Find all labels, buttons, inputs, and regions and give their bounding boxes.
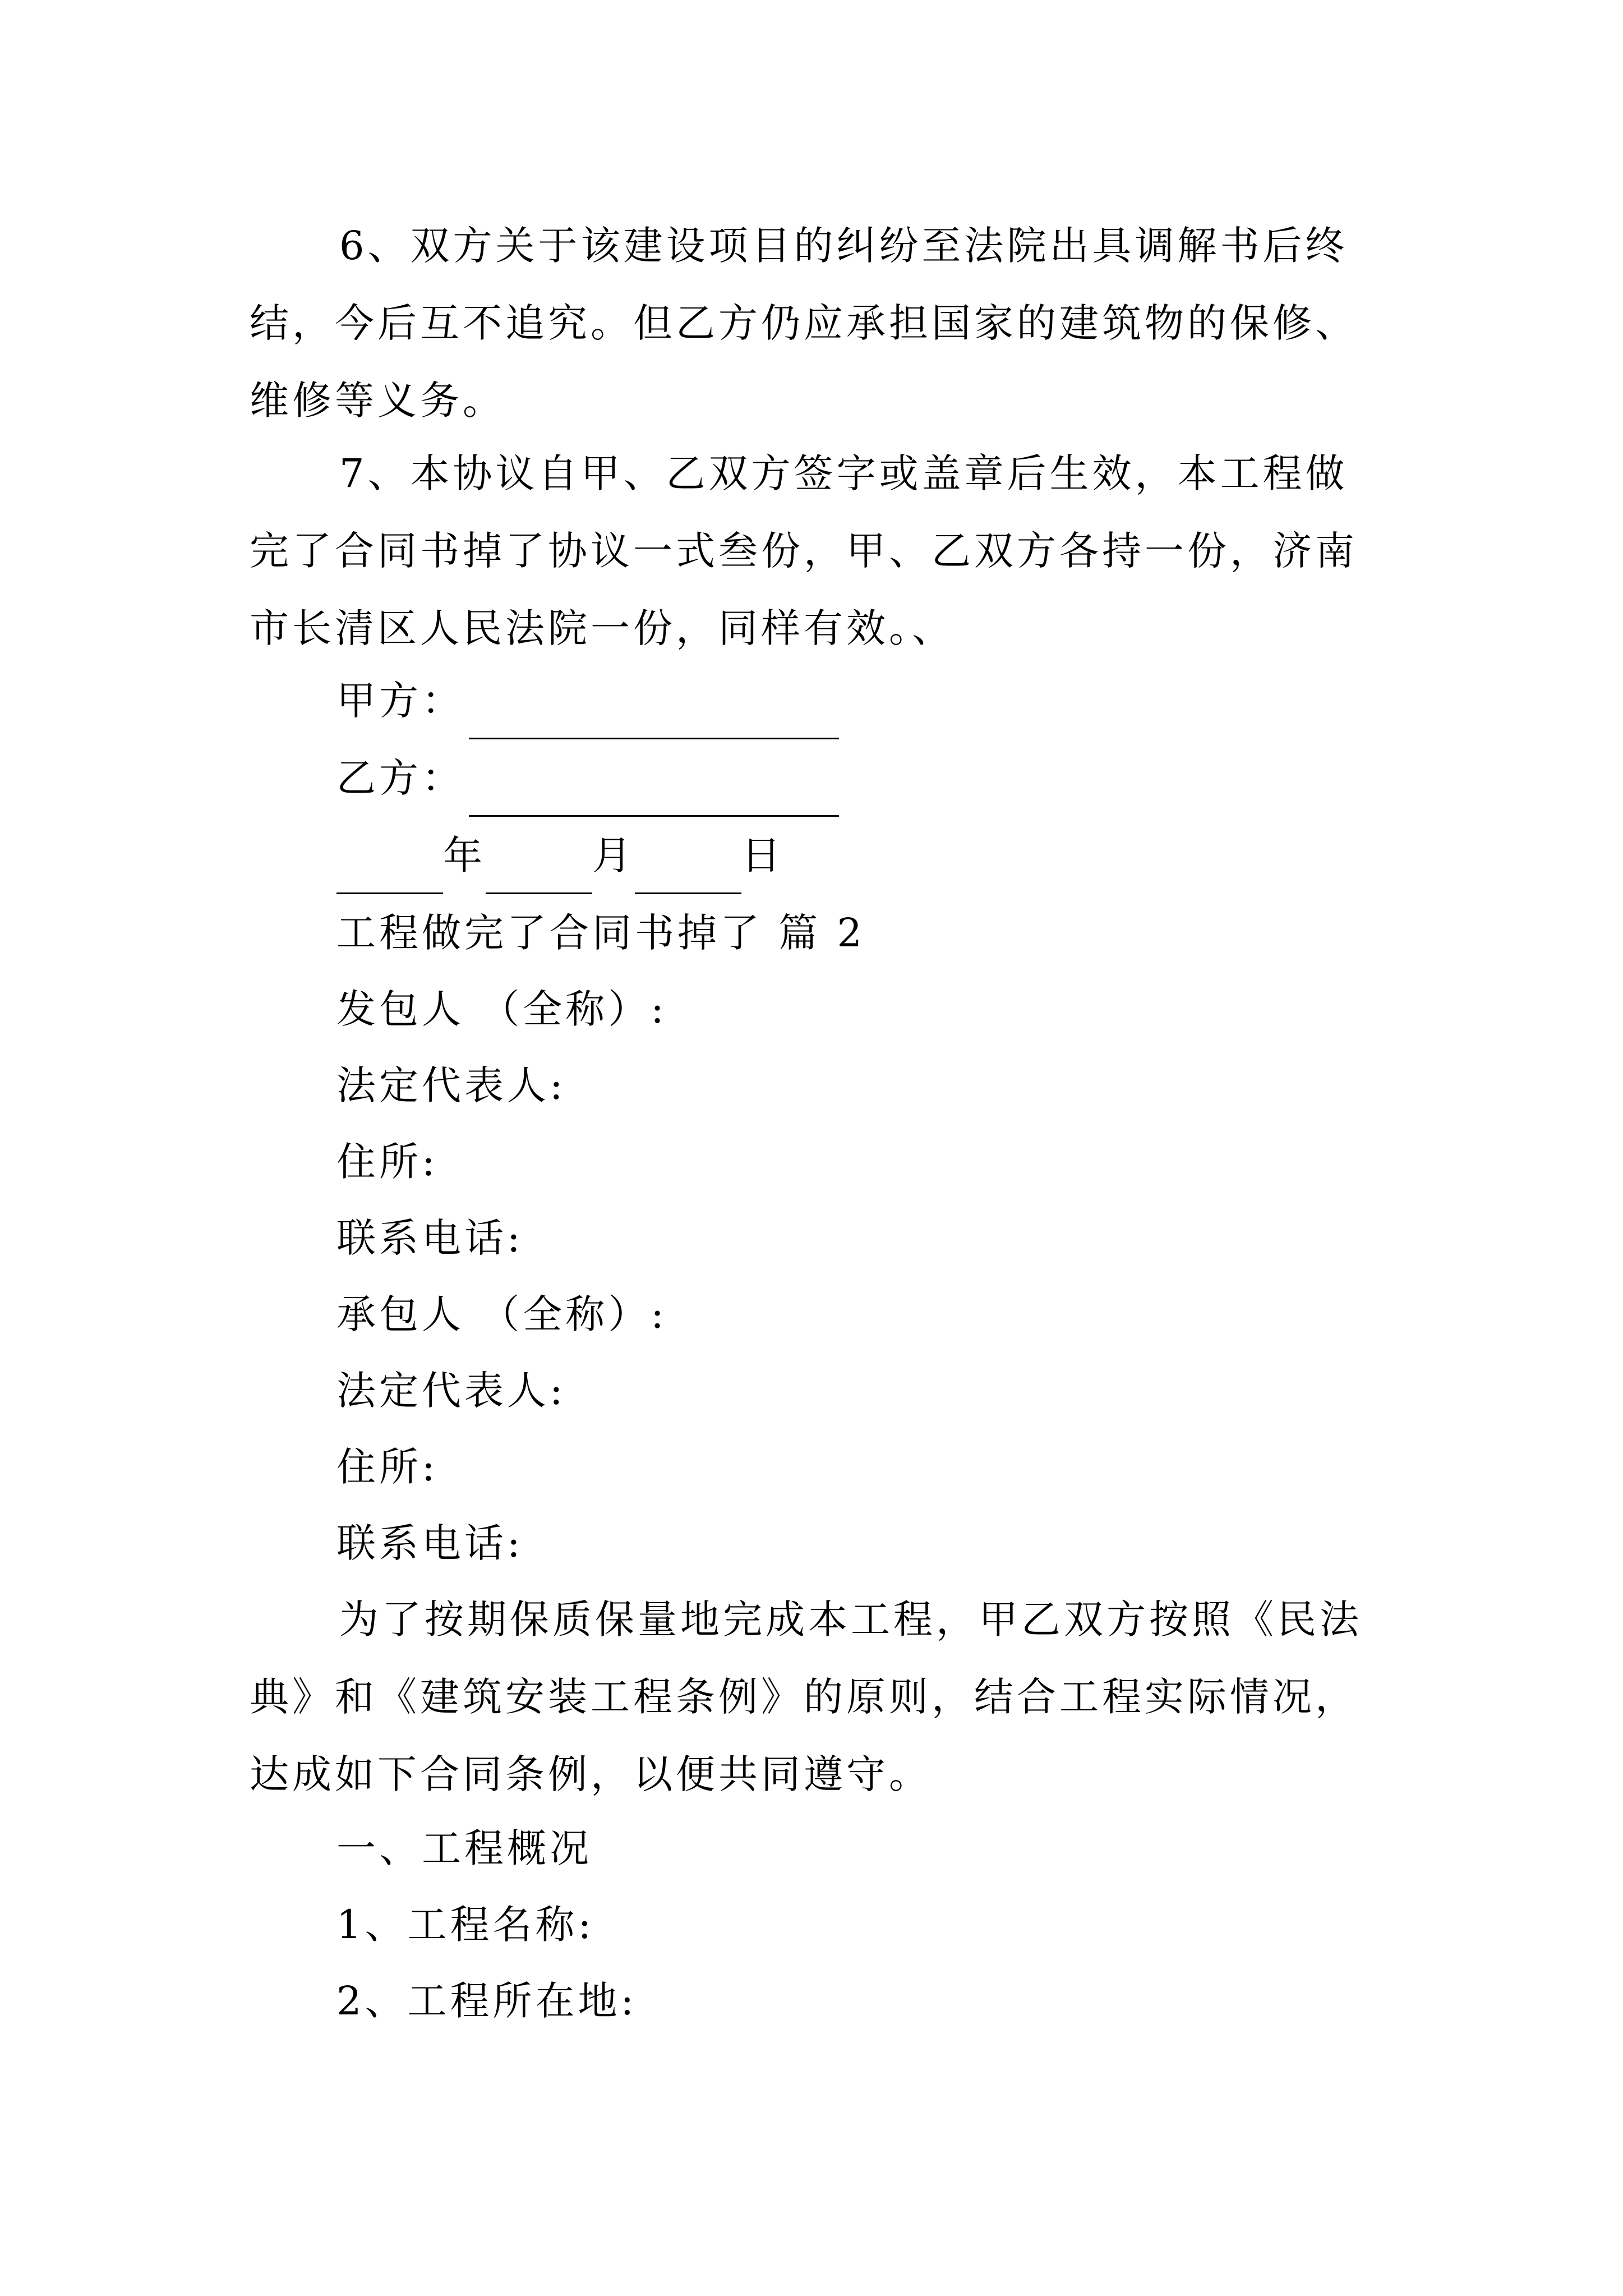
section-2-title: 工程做完了合同书掉了 篇 2 [336, 910, 866, 956]
party-a-signature-row [336, 662, 839, 739]
issuer-address-label: 住所: [336, 1139, 439, 1185]
section-one-heading: 一、工程概况 [336, 1825, 592, 1871]
party-b-signature-line [469, 770, 839, 817]
year-blank [336, 848, 443, 894]
month-label: 月 [592, 832, 635, 878]
party-a-label: 甲方： [336, 678, 464, 724]
day-blank [635, 848, 741, 894]
clause-6: 6、双方关于该建设项目的纠纷至法院出具调解书后终结，今后互不追究。但乙方仍应承担国家的建筑物的保修、维修等义务。 [250, 223, 1358, 424]
party-a-signature-line [469, 693, 839, 739]
contractor-rep-label: 法定代表人: [336, 1368, 566, 1414]
party-b-label: 乙方： [336, 755, 464, 801]
year-label: 年 [443, 832, 486, 878]
issuer-rep-label: 法定代表人: [336, 1062, 566, 1108]
day-label: 日 [741, 832, 784, 878]
item-2-project-location: 2、工程所在地: [336, 1978, 638, 2024]
contractor-address-label: 住所: [336, 1444, 439, 1490]
party-b-signature-row [336, 739, 839, 817]
issuer-label: 发包人 （全称）: [336, 986, 667, 1032]
contractor-label: 承包人 （全称）: [336, 1291, 667, 1337]
date-row [336, 817, 784, 894]
contractor-phone-label: 联系电话: [336, 1520, 524, 1566]
clause-7: 7、本协议自甲、乙双方签字或盖章后生效，本工程做完了合同书掉了协议一式叁份，甲、乙双方各持一份，济南市长清区人民法院一份，同样有效。、 [250, 450, 1358, 651]
month-blank [486, 848, 592, 894]
issuer-phone-label: 联系电话: [336, 1215, 524, 1261]
intro-paragraph: 为了按期保质保量地完成本工程，甲乙双方按照《民法典》和《建筑安装工程条例》的原则，结合工程实际情况，达成如下合同条例，以便共同遵守。 [250, 1596, 1362, 1797]
item-1-project-name: 1、工程名称: [336, 1902, 595, 1948]
